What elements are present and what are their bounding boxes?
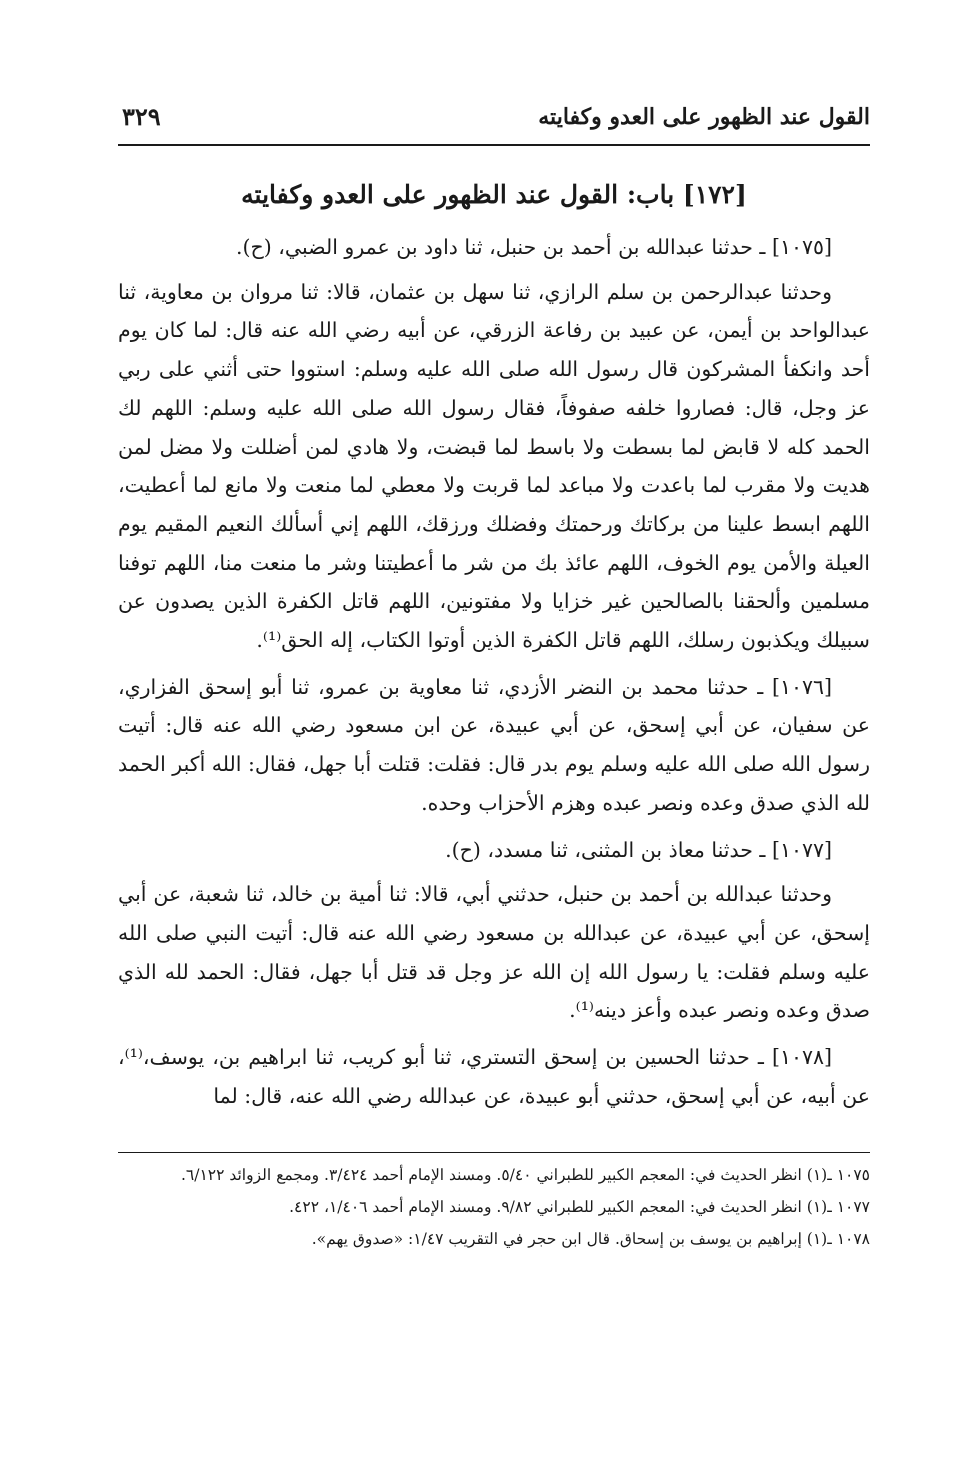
running-title: القول عند الظهور على العدو وكفايته [538, 104, 870, 130]
footnote-divider [118, 1152, 870, 1153]
chapter-heading: [١٧٢] باب: القول عند الظهور على العدو وكفايته [241, 180, 747, 209]
hadith-1078-text: [١٠٧٨] ـ حدثنا الحسين بن إسحق التستري، ثنا أبو كريب، ثنا ابراهيم بن، يوسف،⁽¹⁾، عن أبيه، عن أبي إسحق، حدثني أبو عبيدة، عن عبدالله رضي الله عنه، قال: لما [118, 1045, 870, 1108]
hadith-1075-text: وحدثنا عبدالرحمن بن سلم الرازي، ثنا سهل بن عثمان، قالا: ثنا مروان بن معاوية، ثنا عبدالواحد بن أيمن، عن عبيد بن رفاعة الزرقي، عن أبيه رضي الله عنه قال: لما كان يوم أحد وانكفأ المشركون قال رسول الله صلى الله عليه وسلم: استووا حتى أثني على ربي عز وجل، قال: فصاروا خلفه صفوفاً، فقال رسول الله صلى الله عليه وسلم: اللهم لك الحمد كله لا قابض لما بسطت ولا باسط لما قبضت، ولا هادي لمن أضللت ولا مضل لمن هديت ولا مقرب لما باعدت ولا مباعد لما قربت ولا معطي لما منعت ولا مانع لما أعطيت، اللهم ابسط علينا من بركاتك ورحمتك وفضلك ورزقك، اللهم إني أسألك النعيم المقيم يوم العيلة والأمن يوم الخوف، اللهم عائذ بك من شر ما أعطيتنا وشر ما منعت منا، اللهم توفنا مسلمين وألحقنا بالصالحين غير خزايا ولا مفتونين، اللهم قاتل الكفرة الذين يصدون عن سبيلك ويكذبون رسلك، اللهم قاتل الكفرة الذين أوتوا الكتاب، إله الحق⁽¹⁾. [118, 279, 870, 653]
hadith-1075-chain: [١٠٧٥] ـ حدثنا عبدالله بن أحمد بن حنبل، ثنا داود بن عمرو الضبي، (ح). [236, 235, 832, 259]
hadith-1077-chain: [١٠٧٧] ـ حدثنا معاذ بن المثنى، ثنا مسدد، (ح). [445, 837, 832, 862]
footnote-1078: ١٠٧٨ ـ(١) إبراهيم بن يوسف بن إسحاق. قال ابن حجر في التقريب ١/٤٧: «صدوق يهم». [311, 1230, 870, 1248]
footnote-1075: ١٠٧٥ ـ(١) انظر الحديث في: المعجم الكبير للطبراني ٥/٤٠. ومسند الإمام أحمد ٣/٤٢٤. ومجمع الزوائد ٦/١٢٢. [180, 1166, 870, 1184]
footnote-1077: ١٠٧٧ ـ(١) انظر الحديث في: المعجم الكبير للطبراني ٩/٨٢. ومسند الإمام أحمد ١/٤٠٦، ٤٢٢. [289, 1198, 870, 1216]
main-text [118, 228, 870, 1123]
running-header [118, 100, 870, 146]
footnotes [118, 1162, 870, 1258]
hadith-1077-text: وحدثنا عبدالله بن أحمد بن حنبل، حدثني أبي، قالا: ثنا أمية بن خالد، ثنا شعبة، عن أبي إسحق، عن أبي عبيدة، عن عبدالله بن مسعود رضي الله عنه قال: أتيت النبي صلى الله عليه وسلم فقلت: يا رسول الله إن الله عز وجل قد قتل أبا جهل، فقال: الحمد لله الذي صدق وعده ونصر عبده وأعز دينه⁽¹⁾. [118, 882, 870, 1023]
hadith-1076-text: [١٠٧٦] ـ حدثنا محمد بن النضر الأزدي، ثنا معاوية بن عمرو، ثنا أبو إسحق الفزاري، عن سفيان، عن أبي إسحق، عن أبي عبيدة، عن ابن مسعود رضي الله عنه قال: أتيت رسول الله صلى الله عليه وسلم يوم بدر قال: فقلت: قتلت أبا جهل، فقال: الله أكبر الحمد لله الذي صدق وعده ونصر عبده وهزم الأحزاب وحده. [118, 674, 870, 815]
page-number: ٣٢٩ [122, 102, 161, 131]
